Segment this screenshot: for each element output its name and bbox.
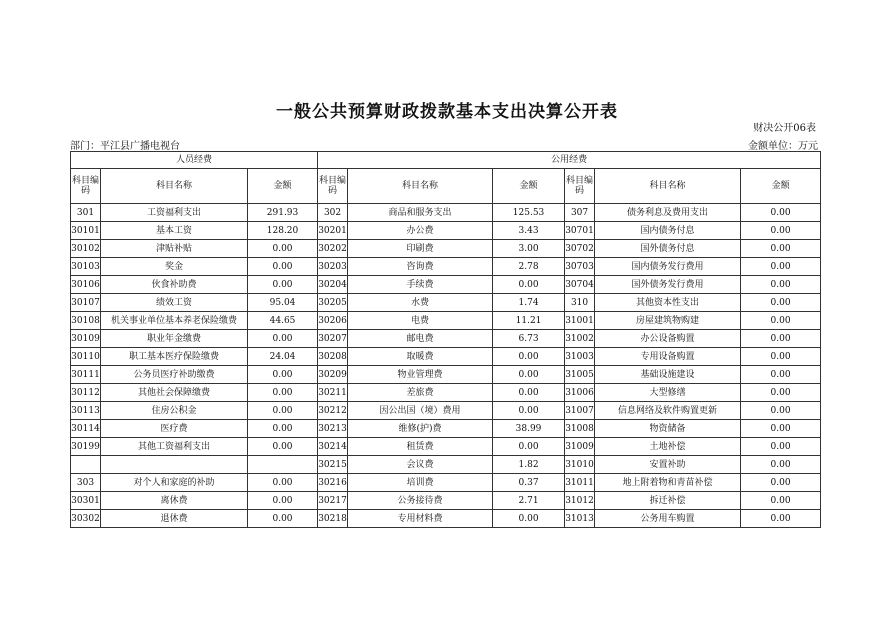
name-cell: 房屋建筑物购建 — [595, 312, 741, 330]
code-cell: 30109 — [71, 330, 101, 348]
table-row — [71, 510, 821, 528]
amount-cell: 44.65 — [248, 312, 318, 330]
header-amount: 金额 — [493, 169, 565, 204]
amount-cell: 0.00 — [493, 384, 565, 402]
amount-cell: 0.00 — [741, 510, 821, 528]
amount-cell: 0.37 — [493, 474, 565, 492]
code-cell: 30208 — [318, 348, 348, 366]
header-amount: 金额 — [741, 169, 821, 204]
group-personnel: 人员经费 — [71, 152, 318, 169]
table-row — [71, 492, 821, 510]
code-cell: 30101 — [71, 222, 101, 240]
code-cell: 31012 — [565, 492, 595, 510]
amount-cell: 125.53 — [493, 204, 565, 222]
header-amount: 金额 — [248, 169, 318, 204]
amount-cell: 0.00 — [741, 474, 821, 492]
document-title: 一般公共预算财政拨款基本支出决算公开表 — [276, 102, 618, 122]
amount-cell: 2.78 — [493, 258, 565, 276]
group-header-row — [71, 152, 821, 169]
code-cell: 30214 — [318, 438, 348, 456]
code-cell: 31001 — [565, 312, 595, 330]
code-cell: 30202 — [318, 240, 348, 258]
amount-cell: 0.00 — [493, 402, 565, 420]
name-cell: 国外债务付息 — [595, 240, 741, 258]
code-cell: 30110 — [71, 348, 101, 366]
name-cell: 办公设备购置 — [595, 330, 741, 348]
name-cell: 对个人和家庭的补助 — [101, 474, 248, 492]
code-cell: 301 — [71, 204, 101, 222]
table-row — [71, 366, 821, 384]
code-cell: 310 — [565, 294, 595, 312]
amount-cell: 0.00 — [493, 438, 565, 456]
amount-cell: 0.00 — [741, 240, 821, 258]
amount-cell: 0.00 — [741, 366, 821, 384]
header-code: 科目编码 — [318, 169, 348, 204]
name-cell: 国外债务发行费用 — [595, 276, 741, 294]
name-cell: 差旅费 — [348, 384, 493, 402]
header-code: 科目编码 — [71, 169, 101, 204]
name-cell: 津贴补贴 — [101, 240, 248, 258]
code-cell: 30213 — [318, 420, 348, 438]
table-row — [71, 420, 821, 438]
name-cell: 职业年金缴费 — [101, 330, 248, 348]
name-cell: 奖金 — [101, 258, 248, 276]
name-cell: 土地补偿 — [595, 438, 741, 456]
code-cell: 30209 — [318, 366, 348, 384]
amount-cell: 0.00 — [493, 510, 565, 528]
code-cell: 30216 — [318, 474, 348, 492]
name-cell: 咨询费 — [348, 258, 493, 276]
code-cell: 30102 — [71, 240, 101, 258]
code-cell: 30703 — [565, 258, 595, 276]
table-row — [71, 330, 821, 348]
table-row — [71, 222, 821, 240]
code-cell: 302 — [318, 204, 348, 222]
name-cell: 伙食补助费 — [101, 276, 248, 294]
name-cell: 其他工资福利支出 — [101, 438, 248, 456]
table-row — [71, 402, 821, 420]
amount-cell: 0.00 — [741, 402, 821, 420]
amount-cell: 0.00 — [493, 366, 565, 384]
code-cell: 30106 — [71, 276, 101, 294]
name-cell: 物业管理费 — [348, 366, 493, 384]
code-cell: 30111 — [71, 366, 101, 384]
code-cell: 30704 — [565, 276, 595, 294]
amount-cell: 3.43 — [493, 222, 565, 240]
code-cell: 30207 — [318, 330, 348, 348]
table-row — [71, 474, 821, 492]
code-cell: 31011 — [565, 474, 595, 492]
name-cell: 安置补助 — [595, 456, 741, 474]
amount-cell: 0.00 — [741, 276, 821, 294]
table-row — [71, 276, 821, 294]
amount-cell: 0.00 — [741, 348, 821, 366]
code-cell: 30205 — [318, 294, 348, 312]
name-cell: 大型修缮 — [595, 384, 741, 402]
name-cell: 公务接待费 — [348, 492, 493, 510]
amount-cell: 0.00 — [248, 330, 318, 348]
column-header-row — [71, 169, 821, 204]
department-label: 部门：平江县广播电视台 — [70, 141, 180, 152]
form-number: 财决公开06表 — [753, 123, 816, 134]
name-cell: 国内债务发行费用 — [595, 258, 741, 276]
code-cell — [71, 456, 101, 474]
code-cell: 30212 — [318, 402, 348, 420]
code-cell: 30114 — [71, 420, 101, 438]
table-row — [71, 384, 821, 402]
code-cell: 30103 — [71, 258, 101, 276]
name-cell: 地上附着物和青苗补偿 — [595, 474, 741, 492]
header-name: 科目名称 — [595, 169, 741, 204]
name-cell: 手续费 — [348, 276, 493, 294]
name-cell: 职工基本医疗保险缴费 — [101, 348, 248, 366]
code-cell: 303 — [71, 474, 101, 492]
amount-cell: 11.21 — [493, 312, 565, 330]
table-row — [71, 294, 821, 312]
code-cell: 30108 — [71, 312, 101, 330]
name-cell: 专用设备购置 — [595, 348, 741, 366]
code-cell: 31006 — [565, 384, 595, 402]
name-cell: 绩效工资 — [101, 294, 248, 312]
name-cell: 退休费 — [101, 510, 248, 528]
name-cell: 基本工资 — [101, 222, 248, 240]
amount-cell: 0.00 — [741, 492, 821, 510]
name-cell: 工资福利支出 — [101, 204, 248, 222]
name-cell: 国内债务付息 — [595, 222, 741, 240]
amount-cell: 95.04 — [248, 294, 318, 312]
amount-cell: 0.00 — [248, 420, 318, 438]
name-cell: 公务用车购置 — [595, 510, 741, 528]
name-cell: 商品和服务支出 — [348, 204, 493, 222]
table-row — [71, 258, 821, 276]
amount-cell: 0.00 — [248, 510, 318, 528]
amount-cell: 6.73 — [493, 330, 565, 348]
code-cell: 30702 — [565, 240, 595, 258]
name-cell: 会议费 — [348, 456, 493, 474]
code-cell: 30302 — [71, 510, 101, 528]
table-row — [71, 438, 821, 456]
table-row — [71, 312, 821, 330]
amount-cell: 0.00 — [248, 492, 318, 510]
code-cell: 30199 — [71, 438, 101, 456]
amount-cell: 128.20 — [248, 222, 318, 240]
amount-cell: 0.00 — [248, 240, 318, 258]
amount-cell: 0.00 — [741, 330, 821, 348]
code-cell: 31010 — [565, 456, 595, 474]
amount-cell: 0.00 — [248, 276, 318, 294]
code-cell: 30218 — [318, 510, 348, 528]
amount-cell: 0.00 — [248, 366, 318, 384]
name-cell: 因公出国（境）费用 — [348, 402, 493, 420]
amount-cell: 0.00 — [493, 276, 565, 294]
table-row — [71, 456, 821, 474]
code-cell: 30217 — [318, 492, 348, 510]
amount-cell: 0.00 — [493, 348, 565, 366]
amount-cell — [248, 456, 318, 474]
code-cell: 31003 — [565, 348, 595, 366]
code-cell: 30107 — [71, 294, 101, 312]
table-row — [71, 204, 821, 222]
code-cell: 31007 — [565, 402, 595, 420]
header-code: 科目编码 — [565, 169, 595, 204]
code-cell: 31009 — [565, 438, 595, 456]
code-cell: 30701 — [565, 222, 595, 240]
code-cell: 30113 — [71, 402, 101, 420]
name-cell: 专用材料费 — [348, 510, 493, 528]
name-cell: 租赁费 — [348, 438, 493, 456]
code-cell: 30201 — [318, 222, 348, 240]
table-row — [71, 240, 821, 258]
name-cell: 电费 — [348, 312, 493, 330]
amount-cell: 1.82 — [493, 456, 565, 474]
amount-cell: 0.00 — [741, 438, 821, 456]
amount-unit-label: 金额单位：万元 — [748, 141, 818, 152]
amount-cell: 2.71 — [493, 492, 565, 510]
amount-cell: 291.93 — [248, 204, 318, 222]
name-cell: 其他社会保障缴费 — [101, 384, 248, 402]
amount-cell: 0.00 — [248, 474, 318, 492]
amount-cell: 0.00 — [741, 420, 821, 438]
name-cell: 机关事业单位基本养老保险缴费 — [101, 312, 248, 330]
code-cell: 31005 — [565, 366, 595, 384]
name-cell: 印刷费 — [348, 240, 493, 258]
amount-cell: 0.00 — [248, 258, 318, 276]
amount-cell: 0.00 — [741, 312, 821, 330]
code-cell: 30206 — [318, 312, 348, 330]
name-cell: 医疗费 — [101, 420, 248, 438]
name-cell: 培训费 — [348, 474, 493, 492]
amount-cell: 0.00 — [248, 402, 318, 420]
header-name: 科目名称 — [348, 169, 493, 204]
code-cell: 30215 — [318, 456, 348, 474]
name-cell: 公务员医疗补助缴费 — [101, 366, 248, 384]
amount-cell: 0.00 — [741, 294, 821, 312]
amount-cell: 0.00 — [741, 222, 821, 240]
name-cell: 离休费 — [101, 492, 248, 510]
name-cell: 办公费 — [348, 222, 493, 240]
amount-cell: 0.00 — [248, 438, 318, 456]
amount-cell: 0.00 — [741, 258, 821, 276]
name-cell: 取暖费 — [348, 348, 493, 366]
header-name: 科目名称 — [101, 169, 248, 204]
amount-cell: 24.04 — [248, 348, 318, 366]
name-cell: 水费 — [348, 294, 493, 312]
code-cell: 30112 — [71, 384, 101, 402]
code-cell: 31002 — [565, 330, 595, 348]
code-cell: 30211 — [318, 384, 348, 402]
name-cell: 债务利息及费用支出 — [595, 204, 741, 222]
code-cell: 30204 — [318, 276, 348, 294]
name-cell: 物资储备 — [595, 420, 741, 438]
code-cell: 31013 — [565, 510, 595, 528]
amount-cell: 0.00 — [741, 456, 821, 474]
amount-cell: 0.00 — [248, 384, 318, 402]
name-cell: 基础设施建设 — [595, 366, 741, 384]
name-cell: 其他资本性支出 — [595, 294, 741, 312]
amount-cell: 1.74 — [493, 294, 565, 312]
amount-cell: 38.99 — [493, 420, 565, 438]
code-cell: 30301 — [71, 492, 101, 510]
code-cell: 31008 — [565, 420, 595, 438]
amount-cell: 3.00 — [493, 240, 565, 258]
name-cell: 邮电费 — [348, 330, 493, 348]
group-public: 公用经费 — [318, 152, 821, 169]
name-cell: 维修(护)费 — [348, 420, 493, 438]
name-cell: 信息网络及软件购置更新 — [595, 402, 741, 420]
amount-cell: 0.00 — [741, 384, 821, 402]
name-cell: 住房公积金 — [101, 402, 248, 420]
name-cell: 拆迁补偿 — [595, 492, 741, 510]
name-cell — [101, 456, 248, 474]
table-row — [71, 348, 821, 366]
code-cell: 307 — [565, 204, 595, 222]
expenditure-table — [70, 151, 821, 528]
code-cell: 30203 — [318, 258, 348, 276]
amount-cell: 0.00 — [741, 204, 821, 222]
